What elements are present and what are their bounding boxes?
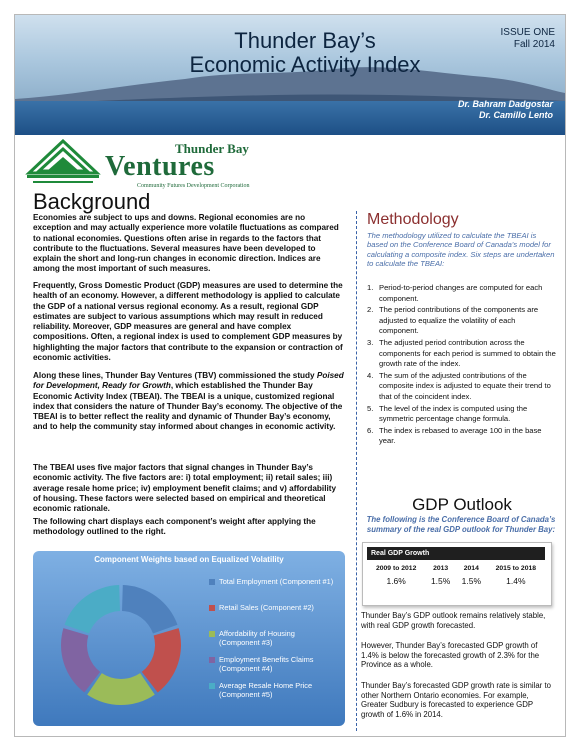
step-number: 1. xyxy=(367,283,374,292)
methodology-step xyxy=(367,371,557,403)
background-paragraph-5: The following chart displays each component’s weight after applying the methodology outlined to the right. xyxy=(33,517,316,537)
donut-slice-5 xyxy=(65,585,120,634)
gdp-header-cell: 2009 to 2012 xyxy=(375,565,417,572)
methodology-step xyxy=(367,283,557,304)
title-line-1: Thunder Bay’s xyxy=(234,28,376,53)
legend-label: Retail Sales (Component #2) xyxy=(219,603,314,612)
issue-season: Fall 2014 xyxy=(513,39,555,50)
legend-label: Total Employment (Component #1) xyxy=(219,577,334,586)
newsletter-page xyxy=(14,14,566,737)
step-text: The level of the index is computed using the symmetric percentage change formula. xyxy=(379,403,528,424)
gdp-table xyxy=(367,547,545,591)
background-paragraph-2: Frequently, Gross Domestic Product (GDP) measures are used to determine the health of an economy. However, a different methodology is applied to calculate the GDP of a national versus regional economy. As a result, regional GDP estimates are subject to various assumptions which may result in reduced reliability. Moreover, GDP measures are general and have complex compositions. Often, a regional index is used to complement GDP measures by highlighting the major factors that contribute to the expansion or contraction of economic activities. xyxy=(33,281,343,363)
donut-slice-2 xyxy=(142,628,181,692)
step-number: 6. xyxy=(367,425,374,435)
gdp-table-caption: Real GDP Growth xyxy=(367,547,545,560)
column-divider xyxy=(356,211,357,731)
methodology-intro: The methodology utilized to calculate the TBEAI is based on the Conference Board of Canada’s model for calculating a composite index. Six steps are undertaken to calculate the TBEAI: xyxy=(367,231,555,269)
step-text: The index is rebased to average 100 in the base year. xyxy=(379,425,542,446)
study-title: Poised for Development, Ready for Growth xyxy=(33,371,344,391)
methodology-step xyxy=(367,404,557,425)
paragraph-3-start: Along these lines, Thunder Bay Ventures (TBV) commissioned the study xyxy=(33,371,317,380)
newsletter-title xyxy=(125,29,485,77)
methodology-step xyxy=(367,338,557,370)
donut-chart xyxy=(37,565,207,725)
donut-slice-3 xyxy=(87,673,155,705)
legend-label: Employment Benefits Claims (Component #4) xyxy=(219,655,314,673)
step-number: 2. xyxy=(367,305,374,315)
methodology-steps xyxy=(367,283,557,448)
header-banner xyxy=(15,15,565,135)
donut-slice-1 xyxy=(122,585,177,634)
legend-swatch xyxy=(209,605,215,611)
legend-label: Affordability of Housing (Component #3) xyxy=(219,629,295,647)
step-number: 4. xyxy=(367,370,374,380)
component-weights-chart xyxy=(33,551,345,726)
gdp-paragraph-1: Thunder Bay’s GDP outlook remains relatively stable, with real GDP growth forecasted. xyxy=(361,611,546,630)
step-text: Period-to-period changes are computed for each component. xyxy=(379,283,543,303)
paragraph-3-end: , which established the Thunder Bay Economic Activity Index (TBEAI). The TBEAI is a unique, customized regional index that considers the nature of Thunder Bay’s economy. The objective of the TBEAI is to better reflect the reality and dynamic of Thunder Bay’s economy, and to help the community stay informed about changes in economic activity. xyxy=(33,381,343,432)
gdp-paragraph-2: However, Thunder Bay’s forecasted GDP growth of 1.4% is below the forecasted growth of 2.3% for the Province as a whole. xyxy=(361,641,540,670)
logo-text-small: Thunder Bay xyxy=(175,141,249,156)
gdp-header-cell: 2014 xyxy=(463,565,479,572)
gdp-intro: The following is the Conference Board of Canada’s summary of the real GDP outlook for Thunder Bay: xyxy=(366,515,556,534)
issue-number: ISSUE ONE xyxy=(500,27,555,38)
background-paragraph-1: Economies are subject to ups and downs. Regional economies are no exception and may actually experience more volatile fluctuations as compared to national economies. Questions often arise in regards to the factors that contribute to the fluctuations. Several measures have been developed to explain the short and long-run changes in economic direction. Indices are among the most important of such measures. xyxy=(33,213,339,274)
background-paragraph-4: The TBEAI uses five major factors that signal changes in Thunder Bay’s economic activity. The five factors are: i) total employment; ii) retail sales; iii) average resale home price; iv) employment benefit claims; and v) affordability of housing. These factors were selected based on empirical and theoretical economic rationale. xyxy=(33,463,337,514)
author-2: Dr. Camillo Lento xyxy=(478,110,553,120)
methodology-heading: Methodology xyxy=(367,211,459,228)
step-number: 5. xyxy=(367,403,374,413)
tbv-logo xyxy=(25,139,275,189)
gdp-paragraph-3: Thunder Bay’s forecasted GDP growth rate is similar to other Northern Ontario economies. For example, Greater Sudbury is forecasted to experience GDP growth of 1.6% in 2014. xyxy=(361,681,551,719)
donut-slice-4 xyxy=(61,628,100,692)
gdp-value-cell: 1.6% xyxy=(386,576,406,586)
background-heading: Background xyxy=(33,189,151,214)
gdp-header-cell: 2015 to 2018 xyxy=(495,565,537,572)
legend-swatch xyxy=(209,657,215,663)
methodology-step xyxy=(367,426,557,447)
logo-text-big: Ventures xyxy=(105,151,215,182)
author-1: Dr. Bahram Dadgostar xyxy=(457,99,553,109)
legend-swatch xyxy=(209,631,215,637)
methodology-step xyxy=(367,305,557,337)
gdp-value-cell: 1.4% xyxy=(506,576,526,586)
legend-swatch xyxy=(209,683,215,689)
gdp-header-cell: 2013 xyxy=(433,565,449,572)
issue-info xyxy=(501,27,555,51)
tree-logo-icon xyxy=(25,139,101,187)
step-text: The period contributions of the components are adjusted to equalize the volatility of each component. xyxy=(379,305,539,336)
title-line-2: Economic Activity Index xyxy=(189,52,421,77)
legend-swatch xyxy=(209,579,215,585)
step-number: 3. xyxy=(367,337,374,347)
gdp-heading: GDP Outlook xyxy=(412,495,512,514)
step-text: The adjusted period contribution across the components for each period is summed to obtain the growth rate of the index. xyxy=(379,337,556,369)
step-text: The sum of the adjusted contributions of the composite index is adjusted to equate their trend to that of the coincident index. xyxy=(379,370,551,401)
gdp-value-cell: 1.5% xyxy=(430,576,451,586)
logo-subtitle: Community Futures Development Corporation xyxy=(137,183,250,189)
authors xyxy=(458,99,553,121)
gdp-value-cell: 1.5% xyxy=(461,576,481,586)
legend-label: Average Resale Home Price (Component #5) xyxy=(219,681,313,699)
chart-title: Component Weights based on Equalized Volatility xyxy=(94,555,284,564)
background-paragraph-3 xyxy=(33,371,345,433)
